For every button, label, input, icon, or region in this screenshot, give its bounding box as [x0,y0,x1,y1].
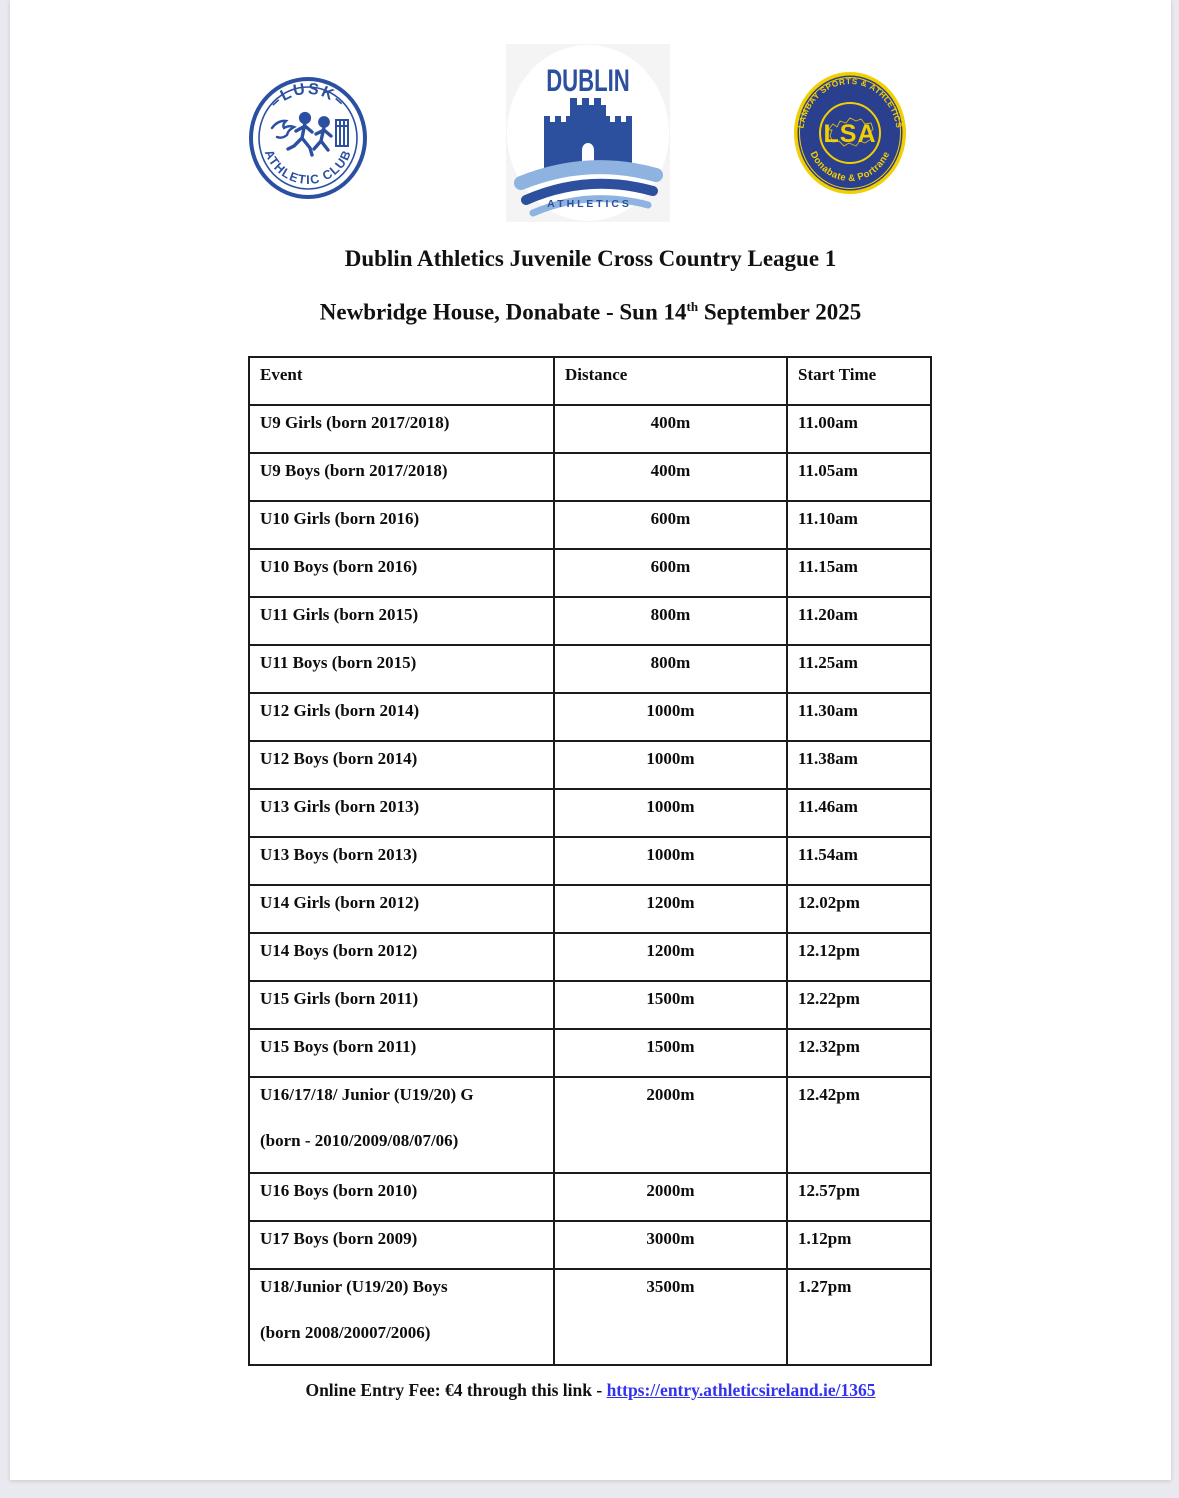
event-cell: U12 Girls (born 2014) [249,693,554,741]
distance-cell: 1500m [554,981,787,1029]
distance-cell: 3000m [554,1221,787,1269]
column-header-event: Event [249,357,554,405]
distance-cell: 1200m [554,933,787,981]
start-time-cell: 11.46am [787,789,931,837]
lsa-bottom-text: Donabate & Portrane [807,149,893,185]
table-row [249,1029,931,1077]
column-header-start-time: Start Time [787,357,931,405]
table-row [249,597,931,645]
lsa-logo [792,70,908,196]
table-row [249,453,931,501]
schedule-table-body [249,405,931,1365]
distance-cell: 600m [554,549,787,597]
distance-cell: 2000m [554,1173,787,1221]
distance-cell: 1000m [554,693,787,741]
dublin-athletics-logo [506,44,670,222]
start-time-cell: 12.22pm [787,981,931,1029]
start-time-cell: 12.57pm [787,1173,931,1221]
distance-cell: 600m [554,501,787,549]
table-row [249,789,931,837]
event-cell: U12 Boys (born 2014) [249,741,554,789]
table-row [249,1269,931,1365]
document-page [10,0,1171,1480]
table-row [249,981,931,1029]
event-cell: U15 Boys (born 2011) [249,1029,554,1077]
event-cell: U10 Boys (born 2016) [249,549,554,597]
event-cell: U15 Girls (born 2011) [249,981,554,1029]
event-cell: U16 Boys (born 2010) [249,1173,554,1221]
lusk-athletic-club-logo [248,76,368,200]
distance-cell: 1200m [554,885,787,933]
start-time-cell: 1.12pm [787,1221,931,1269]
entry-fee-text: Online Entry Fee: €4 through this link - [305,1380,607,1400]
distance-cell: 800m [554,645,787,693]
start-time-cell: 12.12pm [787,933,931,981]
event-cell: U18/Junior (U19/20) Boys (born 2008/20007/2006) [249,1269,554,1365]
entry-fee-footer [10,1380,1171,1401]
start-time-cell: 12.42pm [787,1077,931,1173]
start-time-cell: 11.20am [787,597,931,645]
subtitle-ordinal: th [686,299,699,314]
lsa-top-text: LAMBAY SPORTS & ATHLETICS [796,76,904,130]
table-row [249,549,931,597]
event-cell: U14 Boys (born 2012) [249,933,554,981]
table-row [249,885,931,933]
distance-cell: 1000m [554,837,787,885]
lsa-center-text: LSA [823,120,877,148]
subtitle-prefix: Newbridge House, Donabate - Sun 14 [319,299,687,325]
column-header-distance: Distance [554,357,787,405]
table-row [249,741,931,789]
event-cell: U16/17/18/ Junior (U19/20) G (born - 2010/2009/08/07/06) [249,1077,554,1173]
distance-cell: 400m [554,405,787,453]
event-cell: U9 Girls (born 2017/2018) [249,405,554,453]
table-row [249,693,931,741]
start-time-cell: 11.30am [787,693,931,741]
event-cell: U14 Girls (born 2012) [249,885,554,933]
lusk-logo-icon [248,76,368,200]
page-title: Dublin Athletics Juvenile Cross Country League 1 [344,246,837,271]
lusk-bottom-text: ATHLETIC CLUB [261,147,355,188]
table-row [249,501,931,549]
start-time-cell: 12.32pm [787,1029,931,1077]
lsa-logo-icon [792,70,908,196]
table-row [249,933,931,981]
distance-cell: 1500m [554,1029,787,1077]
event-cell: U10 Girls (born 2016) [249,501,554,549]
table-row [249,405,931,453]
table-header-row [249,357,931,405]
start-time-cell: 11.00am [787,405,931,453]
distance-cell: 1000m [554,741,787,789]
start-time-cell: 11.15am [787,549,931,597]
table-row [249,837,931,885]
start-time-cell: 1.27pm [787,1269,931,1365]
event-cell: U13 Boys (born 2013) [249,837,554,885]
start-time-cell: 12.02pm [787,885,931,933]
table-row [249,1077,931,1173]
start-time-cell: 11.38am [787,741,931,789]
schedule-table [248,356,932,1366]
event-cell: U13 Girls (born 2013) [249,789,554,837]
start-time-cell: 11.05am [787,453,931,501]
table-row [249,645,931,693]
subtitle-suffix: September 2025 [698,299,862,325]
distance-cell: 800m [554,597,787,645]
table-row [249,1221,931,1269]
distance-cell: 3500m [554,1269,787,1365]
entry-link[interactable]: https://entry.athleticsireland.ie/1365 [606,1380,876,1400]
dublin-logo-icon [506,44,670,222]
event-cell: U9 Boys (born 2017/2018) [249,453,554,501]
start-time-cell: 11.54am [787,837,931,885]
event-cell: U17 Boys (born 2009) [249,1221,554,1269]
event-cell: U11 Girls (born 2015) [249,597,554,645]
distance-cell: 400m [554,453,787,501]
start-time-cell: 11.25am [787,645,931,693]
event-cell: U11 Boys (born 2015) [249,645,554,693]
table-row [249,1173,931,1221]
dublin-logo-title: DUBLIN [546,62,630,99]
distance-cell: 1000m [554,789,787,837]
page-subtitle [10,299,1171,326]
dublin-logo-subtitle: A T H L E T I C S [547,198,629,210]
lusk-top-text: –LUSK– [266,80,350,112]
distance-cell: 2000m [554,1077,787,1173]
start-time-cell: 11.10am [787,501,931,549]
